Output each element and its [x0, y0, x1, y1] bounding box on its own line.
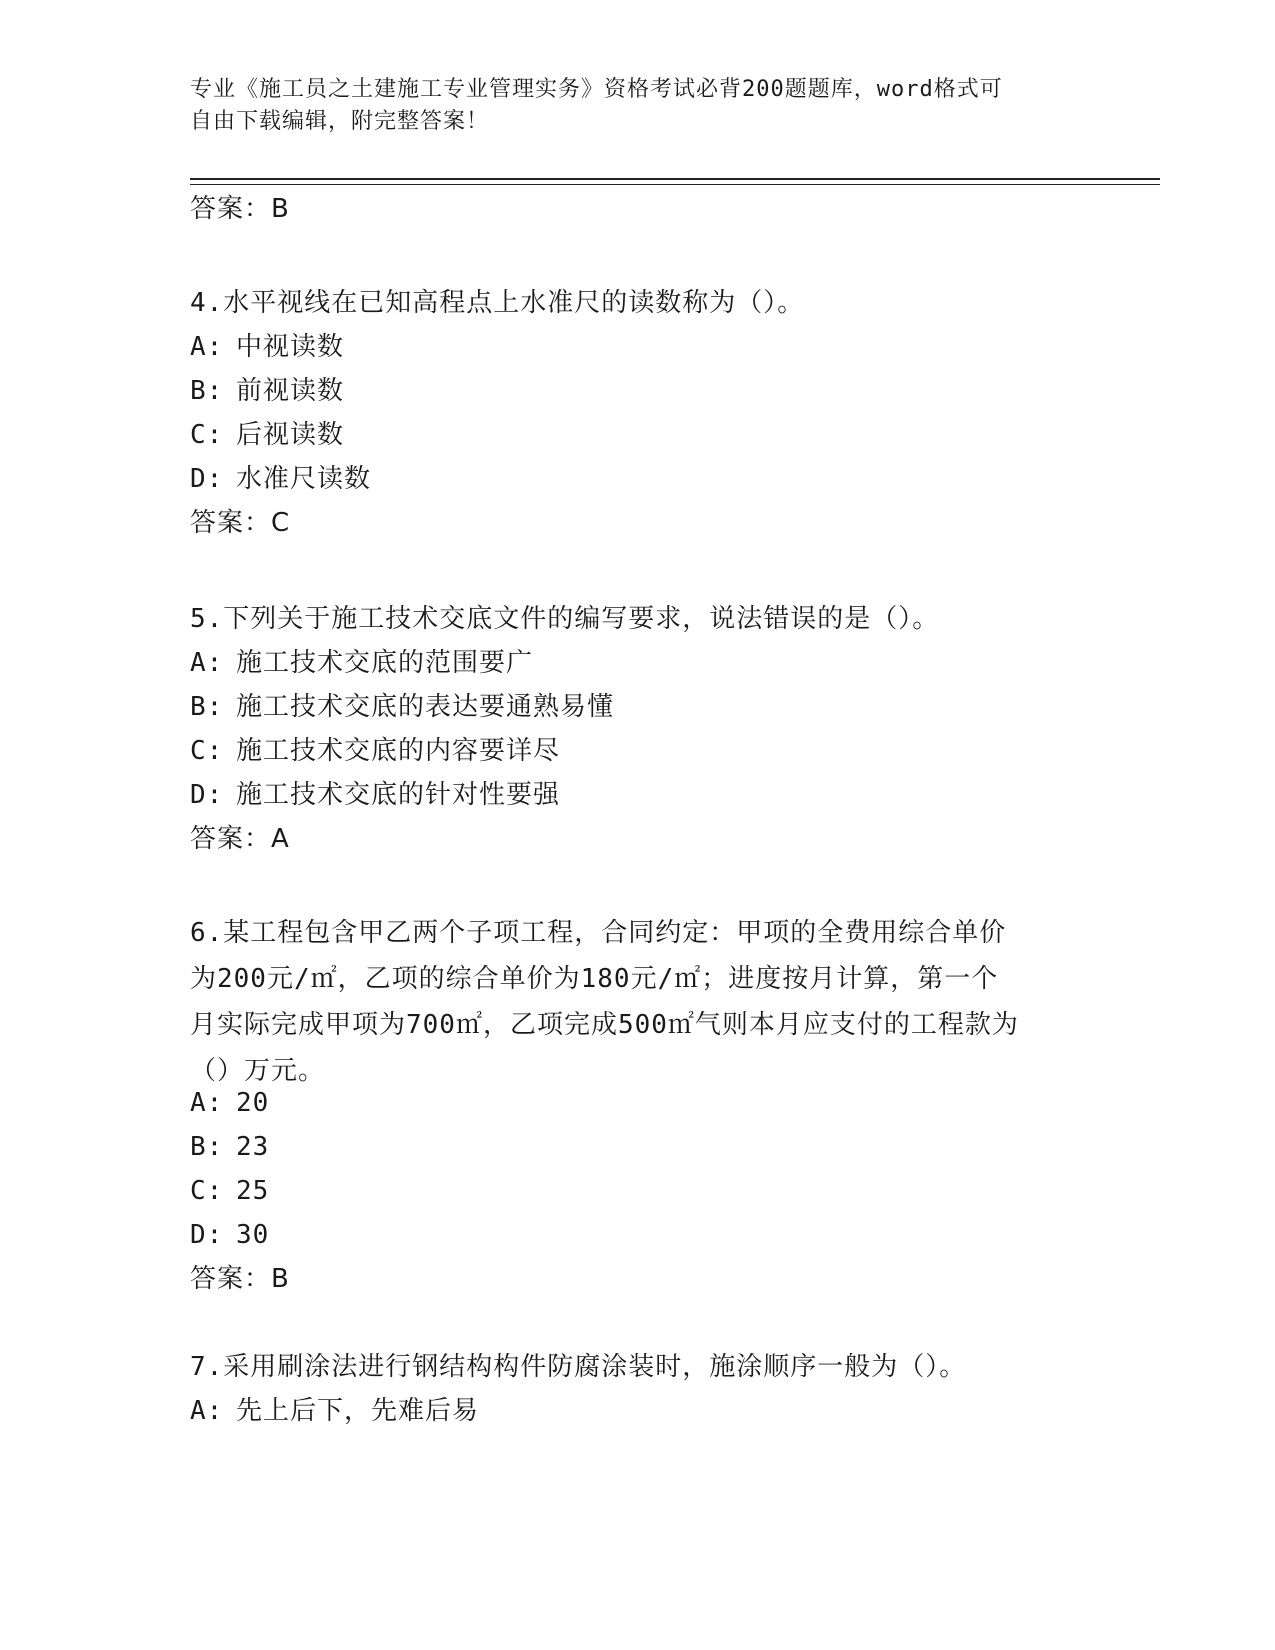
option-text: 前视读数	[236, 376, 345, 406]
question-7-option-a	[190, 1394, 479, 1428]
question-4-option-d	[190, 462, 371, 496]
option-text: 施工技术交底的范围要广	[236, 648, 534, 678]
question-5-option-d	[190, 778, 560, 812]
option-text: 水准尺读数	[236, 464, 372, 494]
question-5-option-a	[190, 646, 533, 680]
question-6-stem-line-3: 月实际完成甲项为700㎡，乙项完成500㎡气则本月应支付的工程款为	[190, 1010, 1019, 1040]
option-text: 施工技术交底的表达要通熟易懂	[236, 692, 615, 722]
answer-q4: 答案：C	[190, 508, 291, 538]
option-text: 中视读数	[236, 332, 345, 362]
option-text: 30	[236, 1220, 270, 1250]
option-key: A:	[190, 1396, 224, 1426]
question-4-option-a	[190, 330, 344, 364]
option-key: B:	[190, 376, 224, 406]
question-6-option-c	[190, 1174, 269, 1208]
option-text: 23	[236, 1132, 270, 1162]
header-line-2: 自由下载编辑，附完整答案！	[190, 109, 490, 134]
option-key: D:	[190, 1220, 224, 1250]
answer-q3: 答案：B	[190, 194, 290, 224]
question-5-stem: 5.下列关于施工技术交底文件的编写要求，说法错误的是（）。	[190, 604, 940, 634]
option-key: C:	[190, 1176, 224, 1206]
option-text: 施工技术交底的针对性要强	[236, 780, 561, 810]
question-6-stem	[190, 910, 1090, 1094]
option-key: B:	[190, 1132, 224, 1162]
option-key: B:	[190, 692, 224, 722]
question-6-option-a	[190, 1086, 269, 1120]
answer-q6: 答案：B	[190, 1264, 290, 1294]
option-key: C:	[190, 420, 224, 450]
question-6-stem-line-1: 6.某工程包含甲乙两个子项工程，合同约定：甲项的全费用综合单价	[190, 918, 1007, 948]
option-text: 25	[236, 1176, 270, 1206]
option-text: 先上后下，先难后易	[236, 1396, 480, 1426]
option-key: A:	[190, 648, 224, 678]
option-key: A:	[190, 332, 224, 362]
question-5-option-c	[190, 734, 560, 768]
document-header	[190, 74, 1090, 138]
question-4-stem: 4.水平视线在已知高程点上水准尺的读数称为（）。	[190, 288, 805, 318]
header-divider-thin	[190, 184, 1160, 185]
header-divider-thick	[190, 178, 1160, 180]
question-6-option-b	[190, 1130, 269, 1164]
question-5-option-b	[190, 690, 614, 724]
question-4-option-c	[190, 418, 344, 452]
question-6-option-d	[190, 1218, 269, 1252]
option-key: D:	[190, 464, 224, 494]
option-key: C:	[190, 736, 224, 766]
question-6-stem-line-4: （）万元。	[190, 1056, 326, 1086]
answer-q5: 答案：A	[190, 824, 290, 854]
question-6-stem-line-2: 为200元/㎡，乙项的综合单价为180元/㎡；进度按月计算，第一个	[190, 964, 999, 994]
option-key: A:	[190, 1088, 224, 1118]
option-key: D:	[190, 780, 224, 810]
header-line-1: 专业《施工员之土建施工专业管理实务》资格考试必背200题题库，word格式可	[190, 77, 1003, 102]
option-text: 20	[236, 1088, 270, 1118]
question-7-stem: 7.采用刷涂法进行钢结构构件防腐涂装时，施涂顺序一般为（）。	[190, 1352, 967, 1382]
option-text: 施工技术交底的内容要详尽	[236, 736, 561, 766]
question-4-option-b	[190, 374, 344, 408]
option-text: 后视读数	[236, 420, 345, 450]
